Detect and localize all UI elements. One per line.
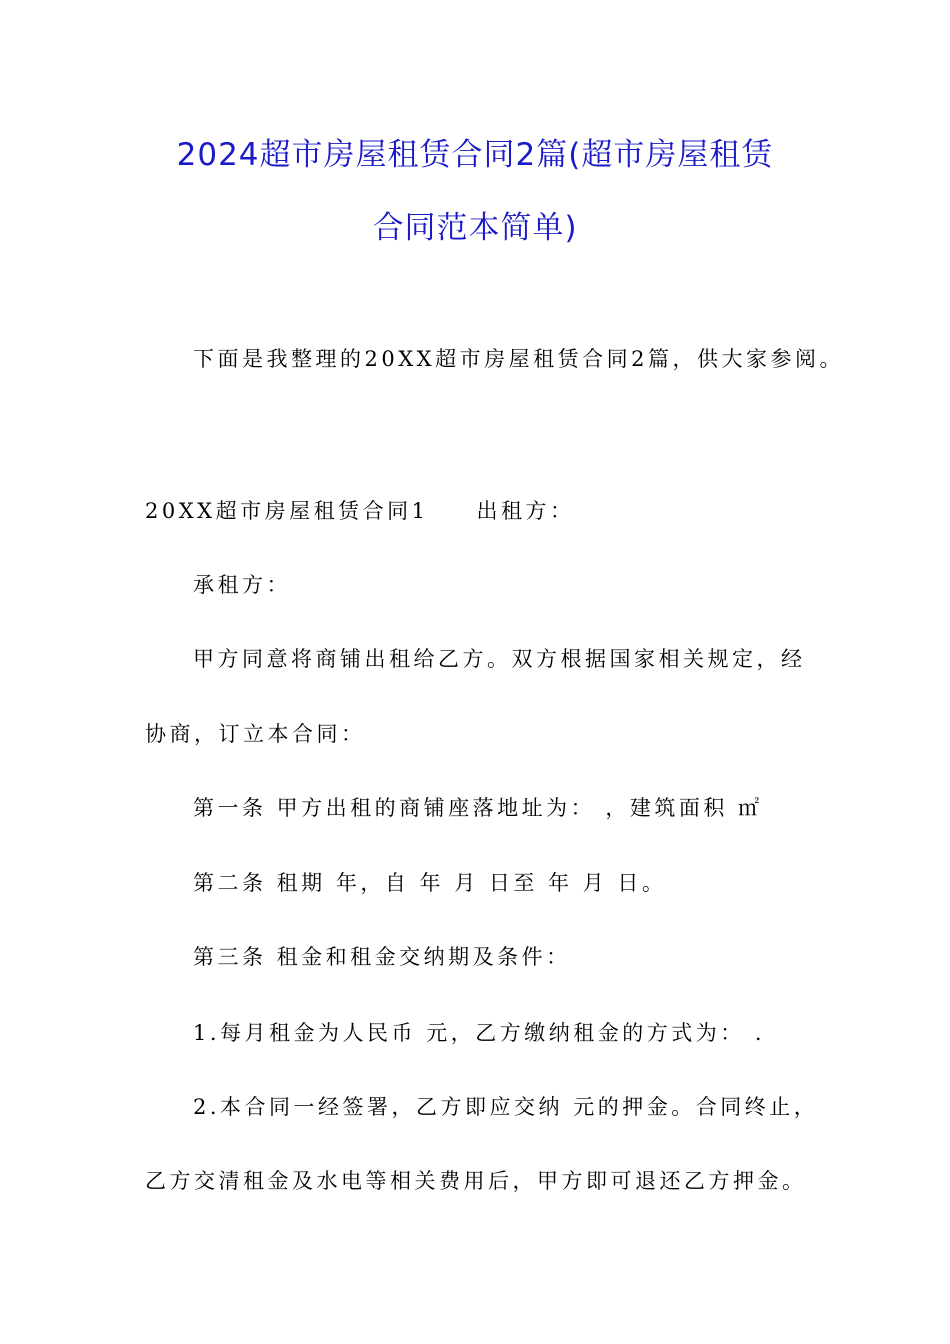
section-heading-row xyxy=(145,497,574,525)
section-heading: 20XX超市房屋租赁合同1 xyxy=(145,499,429,523)
intro-paragraph: 下面是我整理的20XX超市房屋租赁合同2篇，供大家参阅。 xyxy=(193,347,844,371)
lessor-label: 出租方： xyxy=(476,499,575,523)
item-2-line-1: 2.本合同一经签署，乙方即应交纳 元的押金。合同终止， xyxy=(193,1095,819,1119)
article-3: 第三条 租金和租金交纳期及条件： xyxy=(193,945,571,969)
item-1: 1.每月租金为人民币 元，乙方缴纳租金的方式为： . xyxy=(193,1021,766,1045)
article-1: 第一条 甲方出租的商铺座落地址为： ，建筑面积 ㎡ xyxy=(193,796,763,820)
agreement-paragraph-line-2: 协商，订立本合同： xyxy=(145,722,366,746)
item-2-line-2: 乙方交清租金及水电等相关费用后，甲方即可退还乙方押金。 xyxy=(145,1169,807,1193)
article-2: 第二条 租期 年，自 年 月 日至 年 月 日。 xyxy=(193,871,667,895)
document-title-line-1: 2024超市房屋租赁合同2篇(超市房屋租赁 xyxy=(176,137,774,173)
document-title-line-2: 合同范本简单) xyxy=(372,210,578,246)
agreement-paragraph-line-1: 甲方同意将商铺出租给乙方。双方根据国家相关规定，经 xyxy=(193,647,806,671)
lessee-label: 承租方： xyxy=(193,573,291,597)
